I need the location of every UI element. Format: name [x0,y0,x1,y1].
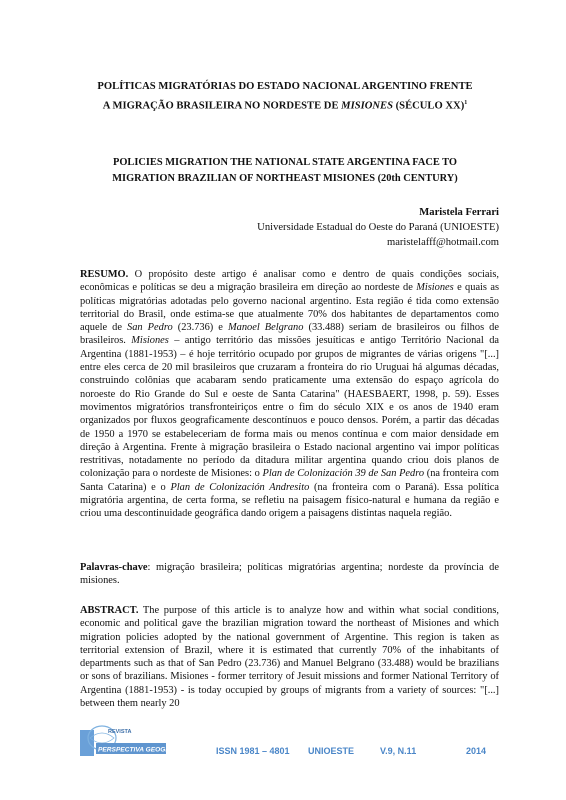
logo-top-text: REVISTA [108,729,132,735]
resumo-italic-5: Plan de Colonización 39 de San Pedro [262,468,425,480]
resumo-italic-2: San Pedro [127,322,173,334]
title-italic-word: MISIONES [341,100,393,112]
english-title-line-2: MIGRATION BRAZILIAN OF NORTHEAST MISIONES (20th CENTURY) [112,173,458,184]
resumo-text-7: (na fronteira com o Paraná). Essa política migratória argentina, de certa forma, se refletiu na paisagem físico-natural e humana da região e criou uma descontinuidade geográfica dando origem a paisagens distintas naquela região. [80,481,499,520]
abstract-text: The purpose of this article is to analyze how and within what social conditions, economic and political gave the brazilian migration toward the northeast of Misiones and which migration policies adopted by the national government of Argentine. This region is taken as territorial extension of Brazil, where it is estimated that currently 70% of the inhabitants of departments such as that of San Pedro (23.736) and Manuel Belgrano (33.488) would be brazilians or sons of brazilians. Misiones - former territory of Jesuit missions and former National Territory of Argentina (1881-1953) - is today occupied by groups of migrants from a variety of sources: "[...] between them nearly 20 [80,605,499,710]
author-block [257,205,499,250]
resumo-label: RESUMO. [80,269,129,280]
footer-volume: V.9, N.11 [380,746,417,756]
english-title [60,155,510,187]
abstract-paragraph [80,604,499,710]
title-line-2-start: A MIGRAÇÃO BRASILEIRA NO NORDESTE DE [102,100,342,112]
resumo-text-3: (23.736) e [172,322,228,334]
footnote-mark: 1 [464,100,468,106]
resumo-text-4: (33.488) seriam de brasileiros ou filhos de brasileiros. [80,322,499,347]
resumo-text-2: e quais as políticas migratórias adotadas pelo governo nacional argentino. Esta região é tida como extensão territorial do Brasil, onde estima-se que atualmente 70% dos habitantes de departamentos como aquele de [80,282,499,334]
article-title [60,78,510,115]
resumo-paragraph [80,268,499,521]
english-title-line-1: POLICIES MIGRATION THE NATIONAL STATE ARGENTINA FACE TO [112,157,458,168]
resumo-italic-3: Manoel Belgrano [227,322,304,334]
page-footer [80,722,500,782]
resumo-italic-1: Misiones [416,282,454,294]
title-line-2-end: (SÉCULO XX) [393,100,465,112]
resumo-text-1: O propósito deste artigo é analisar como e dentro de quais condições sociais, econômicas e políticas se deu a migração brasileira em direção ao nordeste de [80,269,499,294]
journal-logo [80,722,191,758]
resumo-text-5: – antigo território das missões jesuíticas e antigo Território Nacional da Argentina (1881-1953) – é hoje território ocupado por grupos de migrantes de várias origens "[...] entre eles cerca de 20 mil brasileiros que cruzaram a fronteira do rio Uruguai há algumas décadas, construindo colônias que acabaram sendo praticamente uma extensão do espaço agrícola do noroeste do Rio Grande do Sul e oeste de Santa Catarina" (HAESBAERT, 1998, p. 59). Esses movimentos migratórios transfronteiriços entre o fim do século XIX e os anos de 1940 eram organizados por fluxos geograficamente descontínuos e pouco densos. Porém, a partir das décadas de 1950 a 1970 se estabeleceriam de forma mais ou menos contínua e com maior densidade em direção à Argentina. Frente à migração brasileira o Estado nacional argentino vai impor políticas restritivas, notadamente no período da ditadura militar argentina quando criou dois planos de colonização para o nordeste de Misiones: o [80,335,500,480]
resumo-text-6: (na fronteira com Santa Catarina) e o [80,468,499,493]
footer-issn: ISSN 1981 – 4801 [216,746,290,756]
footer-year: 2014 [466,746,487,756]
author-name: Maristela Ferrari [419,207,499,218]
abstract-label: ABSTRACT. [80,605,139,616]
title-line-1: POLÍTICAS MIGRATÓRIAS DO ESTADO NACIONAL ARGENTINO FRENTE [97,81,473,92]
resumo-italic-6: Plan de Colonización Andresito [170,481,310,493]
footer-institution: UNIOESTE [308,746,355,756]
keywords-text: : migração brasileira; políticas migratórias argentina; nordeste da província de misiones. [80,562,499,587]
author-institution: Universidade Estadual do Oeste do Paraná (UNIOESTE) [257,222,499,233]
keywords-label: Palavras-chave [80,562,148,573]
logo-bar-icon [80,730,94,756]
author-email[interactable]: maristelafff@hotmail.com [386,237,499,248]
logo-main-text: PERSPECTIVA GEOGRÁFICA [98,746,191,754]
title-line-2 [60,95,510,115]
keywords-paragraph [80,561,499,588]
resumo-italic-4: Misiones [131,335,169,347]
